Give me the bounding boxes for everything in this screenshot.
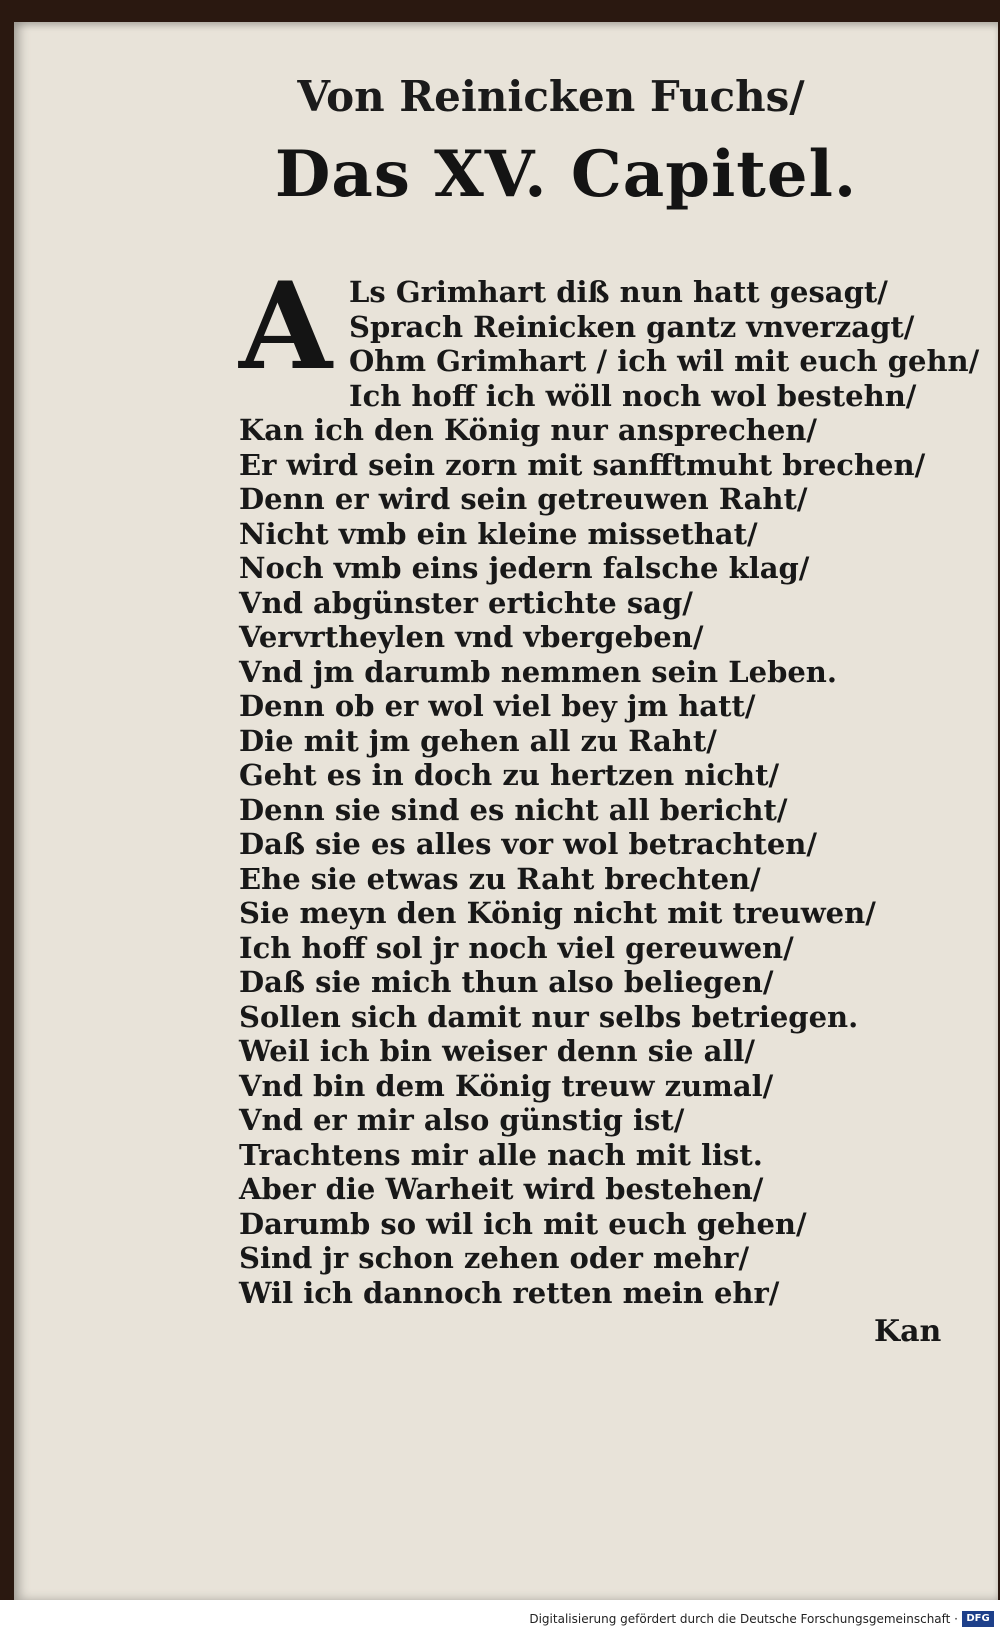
catchword: Kan — [874, 1314, 942, 1349]
verse-line: Trachtens mir alle nach mit list. — [239, 1137, 763, 1172]
verse-line: Vnd er mir also günstig ist/ — [239, 1103, 685, 1137]
verse-line: Vervrtheylen vnd vbergeben/ — [239, 620, 704, 654]
footer-credit: Digitalisierung gefördert durch die Deutsche Forschungsgemeinschaft · — [529, 1612, 958, 1626]
verse-line: Sind jr schon zehen oder mehr/ — [239, 1241, 750, 1275]
verse-line: Die mit jm gehen all zu Raht/ — [239, 723, 717, 758]
chapter-title: Das XV. Capitel. — [274, 137, 858, 212]
verse-line: Geht es in doch zu hertzen nicht/ — [239, 758, 780, 792]
verse-line: Daß sie es alles vor wol betrachten/ — [239, 827, 817, 861]
verse-line: Ich hoff ich wöll noch wol bestehn/ — [349, 378, 917, 413]
verse-line: Ehe sie etwas zu Raht brechten/ — [239, 861, 761, 896]
verse-line: Sollen sich damit nur selbs betriegen. — [239, 999, 859, 1034]
verse-line: Ls Grimhart diß nun hatt gesagt/ — [349, 275, 888, 309]
verse-line: Vnd jm darumb nemmen sein Leben. — [239, 654, 837, 689]
verse-line: Denn sie sind es nicht all bericht/ — [239, 792, 788, 827]
decorated-initial: A — [239, 256, 333, 397]
book-page — [14, 22, 998, 1600]
footer-bar — [0, 1600, 1000, 1641]
verse-line: Ohm Grimhart / ich wil mit euch gehn/ — [349, 344, 980, 378]
verse-line: Noch vmb eins jedern falsche klag/ — [239, 551, 810, 585]
verse-line: Daß sie mich thun also beliegen/ — [239, 965, 774, 999]
verse-line: Sprach Reinicken gantz vnverzagt/ — [349, 309, 915, 344]
verse-line: Denn ob er wol viel bey jm hatt/ — [239, 689, 756, 723]
verse-line: Er wird sein zorn mit sanfftmuht brechen/ — [239, 447, 926, 482]
verse-line: Darumb so wil ich mit euch gehen/ — [239, 1206, 807, 1241]
verse-line: Vnd abgünster ertichte sag/ — [239, 585, 693, 620]
dfg-logo-icon: DFG — [962, 1611, 994, 1627]
verse-line: Wil ich dannoch retten mein ehr/ — [239, 1275, 780, 1310]
verse-line: Vnd bin dem König treuw zumal/ — [239, 1068, 774, 1103]
verse-line: Weil ich bin weiser denn sie all/ — [239, 1034, 755, 1068]
verse-line: Denn er wird sein getreuwen Raht/ — [239, 482, 808, 516]
verse-line: Nicht vmb ein kleine missethat/ — [239, 516, 758, 551]
verse-line: Aber die Warheit wird bestehen/ — [239, 1172, 764, 1206]
verse-line: Kan ich den König nur ansprechen/ — [239, 413, 817, 447]
verse-line: Sie meyn den König nicht mit treuwen/ — [239, 896, 876, 930]
running-head: Von Reinicken Fuchs/ — [297, 72, 805, 121]
verse-line: Ich hoff sol jr noch viel gereuwen/ — [239, 930, 794, 965]
